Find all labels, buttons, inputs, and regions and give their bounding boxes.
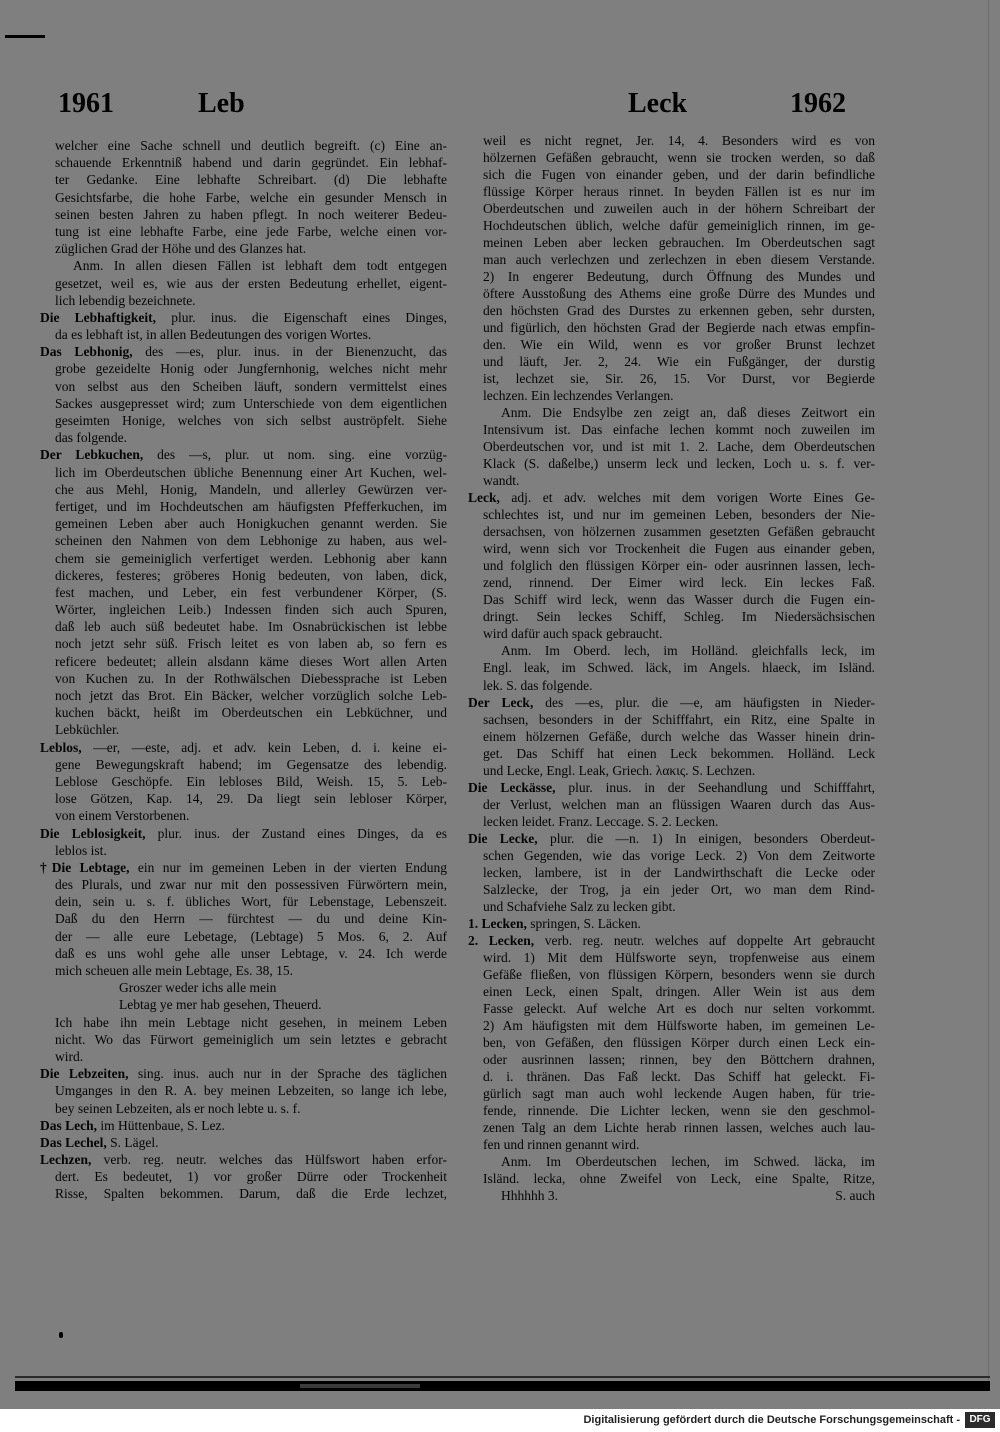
text-line: Engl. leak, im Schwed. läck, im Angels. hlaeck, im Isländ.	[483, 660, 875, 676]
text-line: Gesichtsfarbe, die hohe Farbe, welche ein gesunder Mensch in	[55, 189, 447, 205]
text-line: Anm. Im Oberd. lech, im Holländ. gleichfalls leck, im	[501, 643, 875, 659]
text-line: gene Bewegungskraft habend; im Gegensatze des lebendig.	[55, 756, 447, 772]
text-line	[40, 739, 447, 756]
page-bottom-edge	[300, 1384, 420, 1388]
text-line	[40, 1117, 447, 1134]
dictionary-entry	[40, 309, 447, 343]
entry-text: plur. inus. die Eigenschaft eines Dinges,	[156, 309, 447, 325]
text-line: welcher eine Sache schnell und deutlich begreift. (c) Eine an-	[55, 138, 447, 153]
headword: Der Leck,	[468, 694, 534, 710]
text-line: get. Das Schiff hat einen Leck bekommen. Holländ. Leck	[483, 745, 875, 761]
text-line: noch jetzt das Brot. Ein Bäcker, welcher vorzüglich solche Leb-	[55, 688, 447, 703]
text-line: und Lecke, Engl. Leak, Griech. λακις. S. Lechzen.	[483, 762, 756, 778]
text-line	[40, 1151, 447, 1168]
entry-text: springen, S. Läcken.	[526, 915, 641, 931]
text-line: man auch verlechzen und zerlechzen in eben diesem Verstande.	[483, 252, 875, 268]
text-line: dersachsen, von hölzernen zusammen gesetzten Gefäßen gebraucht	[483, 524, 875, 540]
entry-text: adj. et adv. welches mit dem vorigen Worte Eines Ge-	[499, 490, 875, 506]
text-line	[468, 915, 875, 932]
dictionary-entry	[40, 825, 447, 859]
headword: Leblos,	[40, 739, 82, 755]
dfg-logo: DFG	[965, 1412, 995, 1428]
left-text-column	[40, 137, 447, 1203]
text-line: und folglich den flüssigen Körper ein- oder ausrinnen lassen, lech-	[483, 558, 875, 574]
entry-text: plur. die —n. 1) In einigen, besonders Oberdeut-	[537, 830, 875, 846]
headword: Der Lebkuchen,	[40, 447, 144, 463]
dictionary-entry	[40, 1117, 447, 1134]
dictionary-entry	[40, 343, 447, 446]
text-line: Groszer weder ichs alle mein	[119, 980, 277, 996]
text-line: daß leb auch süß bedeutet habe. Im Osnabrückischen ist lebbe	[55, 619, 447, 635]
entry-text: im Hüttenbaue, S. Lez.	[97, 1117, 225, 1133]
dictionary-entry	[468, 694, 875, 779]
text-line: Lebküchler.	[55, 722, 120, 738]
headword: Die Lebzeiten,	[40, 1066, 129, 1082]
text-line: weil es nicht regnet, Jer. 14, 4. Besonders wird es von	[483, 133, 875, 148]
text-line: Anm. Im Oberdeutschen lechen, im Schwed. läcka, im	[501, 1153, 875, 1169]
dictionary-entry	[40, 859, 447, 979]
text-line: Anm. In allen diesen Fällen ist lebhaft dem todt entgegen	[73, 258, 447, 274]
dictionary-entry	[40, 1151, 447, 1203]
text-line: Fasse geleckt. Auf welche Art es doch nur selten vorkommt.	[483, 1000, 875, 1016]
annotation-note	[483, 404, 875, 489]
text-line: öftere Ausstoßung des Athems eine große Dürre des Mundes und	[483, 286, 875, 302]
entry-text: des —es, plur. inus. in der Bienenzucht, das	[132, 344, 447, 360]
dictionary-entry	[40, 739, 447, 825]
continued-text	[483, 132, 875, 404]
right-page-number: 1962	[790, 88, 846, 119]
dictionary-entry	[40, 1065, 447, 1117]
text-line: züglichen Grad der Höhe und des Glanzes hat.	[55, 241, 307, 257]
text-line: von Kuchen zu. In der Rothwälschen Diebessprache ist Leben	[55, 670, 447, 686]
text-line: gemeinen Leben aber auch Honigkuchen genannt werden. Sie	[55, 516, 447, 532]
text-line: lose Götzen, Kap. 14, 29. Da liegt sein lebloser Körper,	[55, 791, 447, 807]
continued-text	[55, 137, 447, 257]
text-line: Hochdeutschen üblich, welche dafür gemeiniglich rinnen, im ge-	[483, 218, 875, 234]
text-line	[40, 1065, 447, 1082]
headword: Lechzen,	[40, 1152, 92, 1168]
text-line: Isländ. lecka, ohne Zweifel von Leck, eine Spalte, Ritze,	[483, 1170, 875, 1186]
text-line: lek. S. das folgende.	[483, 677, 593, 693]
text-line: fende, rinnende. Die Lichter lecken, wenn sie den geschmol-	[483, 1102, 875, 1118]
text-line	[40, 309, 447, 326]
text-line: meinen Leben aber lecken gebrauchen. Im Oberdeutschen sagt	[483, 235, 875, 251]
left-page-number: 1961	[58, 88, 114, 119]
text-line: Salzlecke, der Trog, ja ein jeder Ort, wo man dem Rind-	[483, 881, 875, 897]
text-line: von einem Verstorbenen.	[55, 808, 190, 824]
text-line: seinen besten Jahren zu haben pflegt. In noch weiterer Bedeu-	[55, 206, 447, 222]
text-line: lecken, lambere, ist in der Landwirthschaft die Lecke oder	[483, 864, 875, 880]
text-line: tung ist eine lebhafte Farbe, eine jede Farbe, welche einen vor-	[55, 223, 447, 239]
entry-text: des —s, plur. ut nom. sing. eine vorzüg-	[143, 447, 447, 463]
text-line: flüssige Körper heraus rinnet. In beyden Fällen ist es nur im	[483, 184, 875, 200]
text-line: lechzen. Ein lechzendes Verlangen.	[483, 388, 674, 404]
annotation-note	[55, 257, 447, 309]
text-line: zend, rinnend. Der Eimer wird leck. Ein leckes Faß.	[483, 575, 875, 591]
text-line: des Plurals, und zwar nur mit den possessiven Fürwörtern mein,	[55, 877, 447, 893]
digitization-footer	[0, 1409, 1000, 1432]
dictionary-entry	[468, 779, 875, 830]
entry-text: plur. inus. der Zustand eines Dinges, da es	[145, 825, 447, 841]
text-line: ben, von Gefäßen, den flüssigen Körper durch einen Leck ein-	[483, 1034, 875, 1050]
text-line: chem sie gemeiniglich verfertiget werden. Lebhonig aber kann	[55, 550, 447, 566]
text-line: Oberdeutschen und zuweilen auch in der höhern Schreibart der	[483, 201, 875, 217]
entry-text: S. Lägel.	[106, 1134, 159, 1150]
text-line	[468, 830, 875, 847]
text-line: wird dafür auch spack gebraucht.	[483, 626, 663, 642]
headword: Das Lechel,	[40, 1134, 107, 1150]
text-line: wird, wenn sich vor Trockenheit die Fugen aus einander geben,	[483, 541, 875, 557]
funding-note: Digitalisierung gefördert durch die Deutsche Forschungsgemeinschaft -	[583, 1414, 960, 1426]
dictionary-entry	[468, 830, 875, 915]
text-line: Oberdeutschen vor, und ist mit 1. 2. Lache, dem Oberdeutschen	[483, 439, 875, 455]
headword: Die Lebhaftigkeit,	[40, 309, 157, 325]
entry-text: verb. reg. neutr. welches auf doppelte Art gebraucht	[534, 932, 875, 948]
page-bottom-edge	[15, 1376, 990, 1378]
text-line: fest machen, und Leber, ein fest verbundener Körper, (S.	[55, 584, 447, 600]
continued-text	[55, 1014, 447, 1066]
text-line: dert. Es bedeutet, 1) vor großer Dürre oder Trockenheit	[55, 1169, 447, 1185]
text-line: daß es uns wohl gehe alle unser Lebtage, v. 24. Ich werde	[55, 945, 447, 961]
text-line: Leblose Geschöpfe. Ein lebloses Bild, Weish. 15, 5. Leb-	[55, 773, 447, 789]
text-line: sich die Fugen von einander geben, und der darin befindliche	[483, 167, 875, 183]
text-line: Anm. Die Endsylbe zen zeigt an, daß dieses Zeitwort ein	[501, 405, 875, 421]
headword: Die Lecke,	[468, 830, 538, 846]
text-line	[468, 694, 875, 711]
headword: Das Lebhonig,	[40, 344, 133, 360]
headword: Das Lech,	[40, 1117, 97, 1133]
text-line: von selbst aus den Scheiben läuft, sondern vermittelst eines	[55, 378, 447, 394]
text-line: Lebtag ye mer hab gesehen, Theuerd.	[119, 997, 322, 1013]
scan-artifact-mark	[59, 1332, 63, 1338]
headword: Die Leckässe,	[468, 779, 556, 795]
entry-text: verb. reg. neutr. welches das Hülfswort haben erfor-	[91, 1152, 447, 1168]
left-running-head: Leb	[198, 88, 245, 119]
text-line: Ich habe ihn mein Lebtage nicht gesehen, in meinem Leben	[55, 1014, 447, 1030]
text-line: d. i. thränen. Das Faß leckt. Das Schiff hat geleckt. Fi-	[483, 1068, 875, 1084]
text-line: schauende Erkenntniß habend und darin gegründet. Ein lebhaf-	[55, 155, 447, 171]
text-line: bey seinen Lebzeiten, als er noch lebte u. s. f.	[55, 1100, 301, 1116]
text-line: leblos ist.	[55, 842, 107, 858]
text-line: noch jetzt sehr süß. Frisch leitet es von laben ab, so fern es	[55, 636, 447, 652]
text-line: gürlich sagt man auch wohl leckende Augen haben, für trie-	[483, 1085, 875, 1101]
text-line: dringt. Sein leckes Schiff, Schleg. Im Niedersächsischen	[483, 609, 875, 625]
text-line: gesetzet, weil es, wie aus der ersten Bedeutung erhellet, eigent-	[55, 275, 447, 291]
text-line: schlechtes ist, und nur im gemeinen Leben, besonders der Nie-	[483, 507, 875, 523]
text-line: Wörter, ingleichen Leib.) Indessen finden sich auch Spuren,	[55, 602, 447, 618]
headword: 1. Lecken,	[468, 915, 527, 931]
dictionary-entry	[40, 1134, 447, 1151]
text-line: Daß du den Herrn — fürchtest — du und deine Kin-	[55, 911, 447, 927]
text-line: reficere bedeutet; allein alsdann käme dieses Wort allen Arten	[55, 653, 447, 669]
headword: 2. Lecken,	[468, 932, 535, 948]
text-line: 2) In engerer Bedeutung, durch Öffnung des Mundes und	[483, 269, 875, 285]
text-line: Intensivum ist. Das einfache lechen kommt noch zuweilen im	[483, 422, 875, 438]
scan-edge-line	[988, 0, 989, 1380]
annotation-note	[483, 642, 875, 693]
text-line: scheinen den Nahmen von dem Lebhonige zu haben, aus wel-	[55, 533, 447, 549]
text-line: Umganges in den R. A. bey meinen Lebzeiten, so lange ich lebe,	[55, 1083, 447, 1099]
entry-text: ein nur im gemeinen Leben in der vierten Endung	[129, 859, 447, 875]
entry-text: sing. inus. auch nur in der Sprache des täglichen	[128, 1066, 447, 1082]
text-line: 2) Am häufigsten mit dem Hülfsworte haben, im gemeinen Le-	[483, 1017, 875, 1033]
entry-text: —er, —este, adj. et adv. kein Leben, d. i. keine ei-	[81, 739, 447, 755]
text-line: lecken leidet. Franz. Leccage. S. 2. Lecken.	[483, 813, 719, 829]
text-line	[468, 779, 875, 796]
text-line: grobe gezeidelte Honig oder Jungfernhonig, welches nicht mehr	[55, 361, 447, 377]
dictionary-entry	[468, 915, 875, 932]
text-line: oder ausrinnen lassen; rinnen, bey den Böttchern drahnen,	[483, 1051, 875, 1067]
text-line	[40, 859, 447, 876]
text-line: einen Leck, einen Spalt, dringen. Aller Wein ist aus dem	[483, 983, 875, 999]
text-line	[40, 1134, 447, 1151]
text-line: zenen Talg an dem Lichte herab rinnen lassen, welches auch lau-	[483, 1119, 875, 1135]
text-line: Gefäße fließen, von flüssigen Körpern, besonders wenn sie durch	[483, 966, 875, 982]
right-running-head: Leck	[628, 88, 688, 119]
headword: Leck,	[468, 490, 500, 506]
text-line: geseimten Honige, welches von sich selbst auströpfelt. Siehe	[55, 413, 447, 428]
text-line: der Verlust, welchen man an flüssigen Waaren durch das Aus-	[483, 796, 875, 812]
entry-text: plur. inus. in der Seehandlung und Schifffahrt,	[555, 779, 875, 795]
text-line: Klack (S. daßelbe,) unserm leck und lecken, Loch u. s. f. ver-	[483, 456, 875, 472]
text-line: Sackes ausgepresset wird; zum Unterschiede von dem eigentlichen	[55, 395, 447, 411]
text-line	[468, 489, 875, 506]
text-line: wandt.	[483, 473, 520, 489]
text-line: Das Schiff wird leck, wenn das Wasser durch die Fugen ein-	[483, 592, 875, 608]
signature-mark: Hhhhhh 3.	[501, 1187, 558, 1203]
text-line: schen Gegenden, wie das vorige Leck. 2) Von dem Zeitworte	[483, 847, 875, 863]
text-line: wird.	[55, 1048, 84, 1064]
dictionary-entry	[468, 489, 875, 642]
text-line: den. Wie ein Wild, wenn es vor großer Brunst lechzet	[483, 337, 875, 353]
headword: †Die Lebtage,	[40, 859, 130, 875]
text-line: ter Gedanke. Eine lebhafte Schreibart. (d) Die lebhafte	[55, 172, 447, 188]
text-line	[468, 932, 875, 949]
text-line: und läuft, Jer. 2, 24. Wie ein Fußgänger, der durstig	[483, 354, 875, 370]
text-line	[40, 343, 447, 360]
text-line: ist, lechzet sie, Sir. 26, 15. Vor Durst, vor Begierde	[483, 371, 875, 387]
text-line: einem hölzernen Gefäße, durch welche das Wasser hinein drin-	[483, 728, 875, 744]
verse-quotation	[55, 979, 447, 1013]
text-line: dickeres, festeres; gröberes Honig bedeuten, von laben, dick,	[55, 567, 447, 583]
text-line: fen und rinnen genannt wird.	[483, 1136, 640, 1152]
dictionary-entry	[40, 446, 447, 738]
text-line: und figürlich, den höchsten Grad der Begierde nach etwas empfin-	[483, 320, 875, 336]
text-line: da es lebhaft ist, in allen Bedeutungen des vorigen Wortes.	[55, 327, 372, 343]
catchword-line	[483, 1187, 875, 1204]
text-line: den höchsten Grad des Durstes zu erkennen geben, sehr dursten,	[483, 303, 875, 319]
text-line: Risse, Spalten bekommen. Darum, daß die Erde lechzet,	[55, 1186, 447, 1202]
text-line	[40, 825, 447, 842]
text-line	[40, 446, 447, 463]
text-line: nicht. Wo das Fürwort gemeiniglich um sein letztes e gebracht	[55, 1031, 447, 1047]
text-line: wird. 1) Mit dem Hülfsworte seyn, tropfenweise aus einem	[483, 949, 875, 965]
text-line: che aus Mehl, Honig, Mandeln, und allerley Gewürzen ver-	[55, 481, 447, 497]
text-line: der — alle eure Lebetage, (Lebtage) 5 Mos. 6, 2. Auf	[55, 928, 447, 944]
annotation-note	[483, 1153, 875, 1187]
page-bottom-edge	[15, 1381, 990, 1391]
text-line: fertiget, und im Hochdeutschen am häufigsten Pfefferkuchen, im	[55, 498, 447, 514]
dictionary-entry	[468, 932, 875, 1153]
right-text-column	[468, 132, 875, 1204]
catchword: S. auch	[835, 1187, 875, 1203]
text-line: dein, sein u. s. f. übliches Wort, für Lebenstage, Lebenszeit.	[55, 894, 447, 910]
text-line: lich lebendig bezeichnete.	[55, 292, 196, 308]
text-line: mich scheuen alle mein Lebtage, Es. 38, 15.	[55, 963, 294, 978]
text-line: kuchen bäckt, heißt im Oberdeutschen ein Lebküchner, und	[55, 705, 447, 721]
headword: Die Leblosigkeit,	[40, 825, 146, 841]
text-line: sachsen, besonders in der Schifffahrt, ein Ritz, eine Spalte in	[483, 711, 875, 727]
text-line: und Schafviehe Salz zu lecken gibt.	[483, 898, 676, 914]
text-line: das folgende.	[55, 430, 127, 446]
text-line: hölzernen Gefäßen gebraucht, wenn sie trocken werden, so daß	[483, 150, 875, 166]
scan-artifact-mark	[5, 35, 45, 38]
text-line: lich im Oberdeutschen übliche Benennung einer Art Kuchen, wel-	[55, 464, 447, 480]
entry-text: des —es, plur. die —e, am häufigsten in Nieder-	[533, 694, 875, 710]
